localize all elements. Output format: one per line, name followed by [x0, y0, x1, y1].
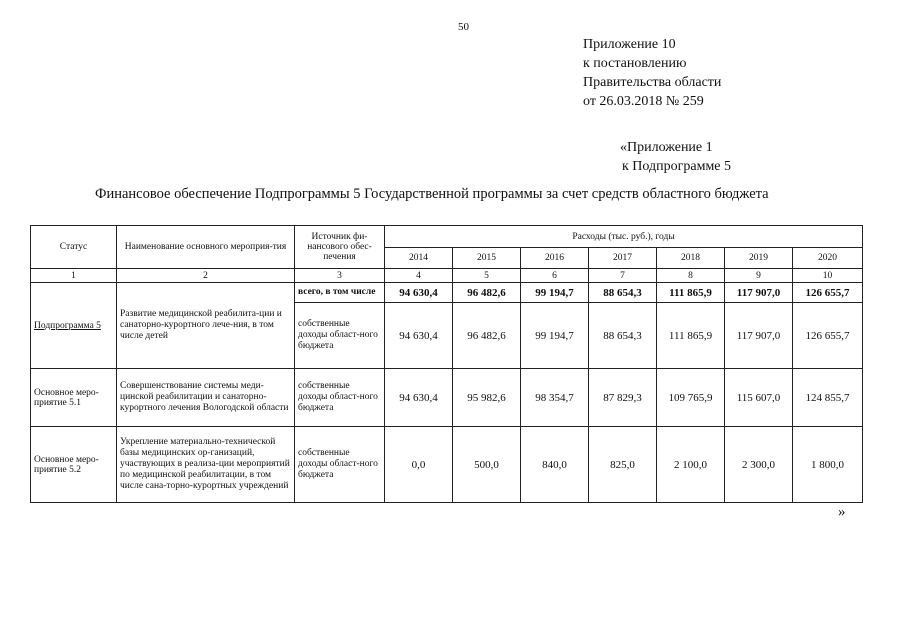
annex-header-line: от 26.03.2018 № 259 — [583, 94, 704, 109]
header-year: 2019 — [725, 248, 793, 269]
row-value: 96 482,6 — [453, 303, 521, 369]
row-value: 98 354,7 — [521, 369, 589, 427]
row-name: Укрепление материально-технической базы медицинских ор-ганизаций, участвующих в реализа-ции мероприятий по медицинской реабилитации, в том числе сана-торно-курортных учреждений — [117, 427, 295, 503]
page-number: 50 — [458, 21, 469, 33]
table-row — [31, 369, 863, 427]
row-name: Совершенствование системы меди-цинской реабилитации и санаторно-курортного лечения Вологодской области — [117, 369, 295, 427]
row-value: 124 855,7 — [793, 369, 863, 427]
header-status: Статус — [31, 226, 117, 269]
document-title: Финансовое обеспечение Подпрограммы 5 Государственной программы за счет средств областного бюджета — [95, 186, 769, 202]
header-year: 2018 — [657, 248, 725, 269]
row-value: 94 630,4 — [385, 369, 453, 427]
finance-table — [30, 225, 863, 503]
row-total-value: 99 194,7 — [521, 283, 589, 303]
row-status: Основное меро-приятие 5.2 — [31, 427, 117, 503]
annex-sub-line: «Приложение 1 — [620, 140, 713, 155]
table-row — [31, 427, 863, 503]
header-expenses: Расходы (тыс. руб.), годы — [385, 226, 863, 248]
annex-sub-line: к Подпрограмме 5 — [622, 159, 732, 174]
row-value: 2 300,0 — [725, 427, 793, 503]
row-source: собственные доходы област-ного бюджета — [295, 303, 385, 369]
column-number: 2 — [117, 269, 295, 283]
column-number: 3 — [295, 269, 385, 283]
row-source: собственные доходы област-ного бюджета — [295, 369, 385, 427]
header-year: 2016 — [521, 248, 589, 269]
annex-header-line: к постановлению — [583, 56, 687, 71]
column-number: 6 — [521, 269, 589, 283]
column-number: 8 — [657, 269, 725, 283]
row-value: 500,0 — [453, 427, 521, 503]
column-number: 5 — [453, 269, 521, 283]
row-status: Подпрограмма 5 — [31, 283, 117, 369]
row-value: 1 800,0 — [793, 427, 863, 503]
row-source-total: всего, в том числе — [295, 283, 385, 303]
row-value: 94 630,4 — [385, 303, 453, 369]
row-value: 115 607,0 — [725, 369, 793, 427]
column-number: 7 — [589, 269, 657, 283]
row-total-value: 117 907,0 — [725, 283, 793, 303]
row-value: 95 982,6 — [453, 369, 521, 427]
annex-sub-header — [620, 138, 731, 176]
row-total-value: 88 654,3 — [589, 283, 657, 303]
closing-quote: » — [838, 504, 846, 520]
row-value: 111 865,9 — [657, 303, 725, 369]
annex-header-line: Приложение 10 — [583, 37, 676, 52]
row-value: 117 907,0 — [725, 303, 793, 369]
row-value: 825,0 — [589, 427, 657, 503]
column-number: 1 — [31, 269, 117, 283]
row-value: 87 829,3 — [589, 369, 657, 427]
row-value: 88 654,3 — [589, 303, 657, 369]
header-year: 2015 — [453, 248, 521, 269]
column-number: 4 — [385, 269, 453, 283]
row-name: Развитие медицинской реабилита-ции и санаторно-курортного лече-ния, в том числе детей — [117, 283, 295, 369]
row-total-value: 96 482,6 — [453, 283, 521, 303]
row-value: 840,0 — [521, 427, 589, 503]
row-value: 0,0 — [385, 427, 453, 503]
header-name: Наименование основного мероприя-тия — [117, 226, 295, 269]
row-value: 109 765,9 — [657, 369, 725, 427]
annex-header — [583, 35, 721, 111]
row-value: 126 655,7 — [793, 303, 863, 369]
header-source: Источник фи-нансового обес-печения — [295, 226, 385, 269]
row-source: собственные доходы област-ного бюджета — [295, 427, 385, 503]
row-value: 2 100,0 — [657, 427, 725, 503]
row-status: Основное меро-приятие 5.1 — [31, 369, 117, 427]
row-value: 99 194,7 — [521, 303, 589, 369]
row-total-value: 94 630,4 — [385, 283, 453, 303]
header-year: 2020 — [793, 248, 863, 269]
header-year: 2014 — [385, 248, 453, 269]
annex-header-line: Правительства области — [583, 75, 722, 90]
row-total-value: 126 655,7 — [793, 283, 863, 303]
column-number: 9 — [725, 269, 793, 283]
column-number: 10 — [793, 269, 863, 283]
table-row — [31, 283, 863, 303]
header-year: 2017 — [589, 248, 657, 269]
row-total-value: 111 865,9 — [657, 283, 725, 303]
